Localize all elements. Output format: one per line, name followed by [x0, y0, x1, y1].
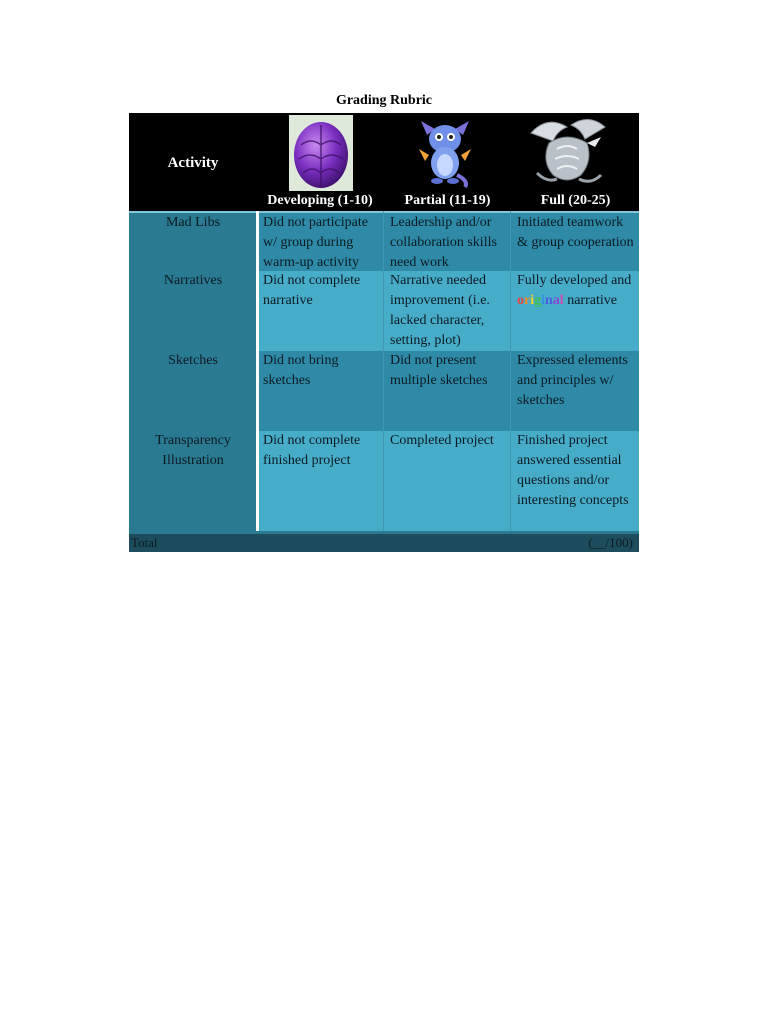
column-divider	[383, 211, 384, 531]
level-header-partial: Partial (11-19)	[404, 193, 491, 208]
cell-narratives-partial: Narrative needed improvement (i.e. lacked character, setting, plot)	[390, 273, 490, 348]
baby-dragon-image	[417, 115, 473, 189]
column-divider	[510, 211, 511, 531]
cell-sketches-partial: Did not present multiple sketches	[390, 353, 488, 388]
total-label: Total	[131, 535, 158, 550]
level-header-developing: Developing (1-10)	[267, 193, 373, 208]
purple-egg-image	[289, 115, 353, 191]
level-header-full: Full (20-25)	[540, 193, 611, 208]
activity-transparency-illustration: Transparency Illustration	[155, 433, 231, 468]
column-divider	[256, 211, 259, 531]
cell-mad-libs-partial: Leadership and/or collaboration skills need work	[390, 215, 497, 270]
cell-sketches-developing: Did not bring sketches	[263, 353, 339, 388]
total-score: (__/100)	[588, 535, 633, 550]
cell-transparency-full: Finished project answered essential questions and/or interesting concepts	[517, 433, 629, 508]
cell-transparency-partial: Completed project	[390, 433, 494, 448]
silver-dragon-image	[527, 113, 609, 193]
cell-narratives-developing: Did not complete narrative	[263, 273, 361, 308]
cell-mad-libs-full: Initiated teamwork & group cooperation	[517, 215, 634, 250]
table-header	[129, 113, 639, 211]
cell-sketches-full: Expressed elements and principles w/ sketches	[517, 353, 628, 408]
rainbow-word: original	[517, 293, 564, 308]
cell-narratives-full: Fully developed and original narrative	[517, 273, 632, 308]
total-row	[129, 534, 639, 552]
rubric-table	[129, 113, 639, 552]
cell-transparency-developing: Did not complete finished project	[263, 433, 361, 468]
activity-sketches: Sketches	[168, 353, 218, 368]
activity-column-header: Activity	[167, 155, 219, 171]
activity-narratives: Narratives	[163, 273, 223, 288]
page-title: Grading Rubric	[335, 93, 433, 108]
activity-mad-libs: Mad Libs	[165, 215, 221, 230]
cell-mad-libs-developing: Did not participate w/ group during warm-up activity	[263, 215, 368, 270]
